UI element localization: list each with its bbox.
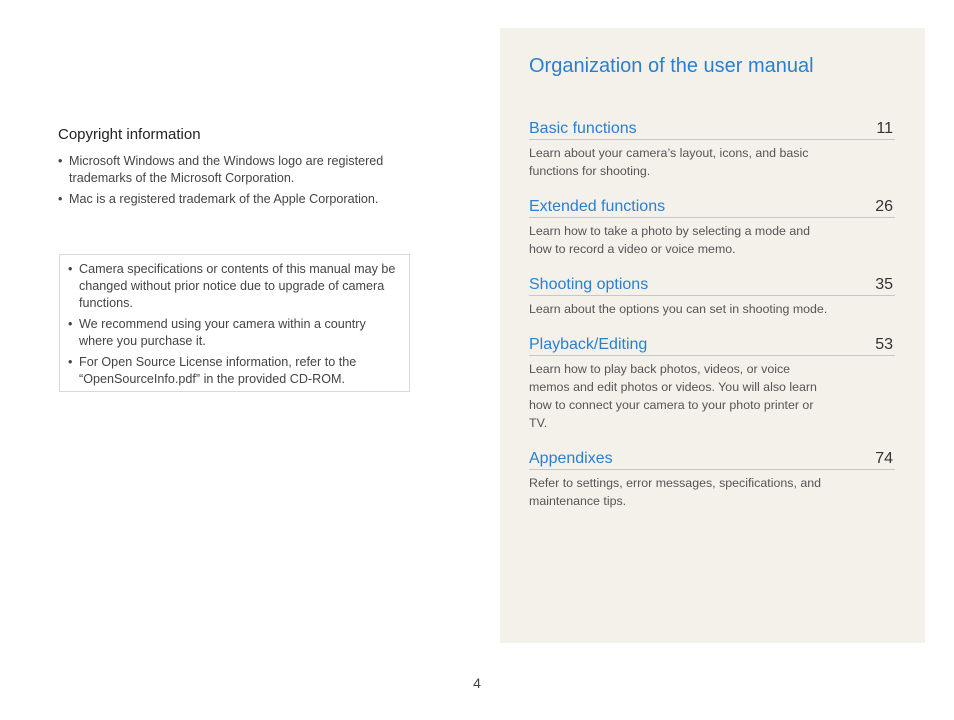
toc-entry-description: Learn how to play back photos, videos, or voice memos and edit photos or videos. You will also learn how to connect your camera to your photo printer or TV. bbox=[529, 362, 817, 430]
notice-item: • We recommend using your camera within a country where you purchase it. bbox=[68, 316, 401, 350]
notice-list bbox=[68, 261, 401, 388]
toc-entry-description: Learn about the options you can set in shooting mode. bbox=[529, 302, 828, 316]
toc-entry-link[interactable]: Extended functions bbox=[529, 198, 666, 215]
copyright-section bbox=[58, 126, 418, 212]
toc-entry-link[interactable]: Playback/Editing bbox=[529, 336, 648, 353]
toc-entry-header bbox=[529, 332, 895, 356]
copyright-item: • Mac is a registered trademark of the Apple Corporation. bbox=[58, 191, 418, 208]
toc-entry-basic-functions[interactable] bbox=[529, 116, 895, 180]
toc-entry-extended-functions[interactable] bbox=[529, 194, 895, 258]
notice-item: • For Open Source License information, refer to the “OpenSourceInfo.pdf” in the provided CD-ROM. bbox=[68, 354, 401, 388]
toc-entry-description: Learn about your camera’s layout, icons, and basic functions for shooting. bbox=[529, 146, 809, 178]
toc-entry-description: Refer to settings, error messages, specifications, and maintenance tips. bbox=[529, 476, 822, 508]
toc-entry-description: Learn how to take a photo by selecting a mode and how to record a video or voice memo. bbox=[529, 224, 811, 256]
toc-entry-header bbox=[529, 194, 895, 218]
page-number: 4 bbox=[473, 675, 481, 691]
toc-entry-link[interactable]: Basic functions bbox=[529, 120, 637, 137]
toc-entry-header bbox=[529, 272, 895, 296]
copyright-title: Copyright information bbox=[58, 126, 201, 143]
toc-entry-appendixes[interactable] bbox=[529, 446, 895, 510]
toc-entry-page[interactable]: 74 bbox=[875, 450, 893, 467]
notice-box bbox=[59, 254, 410, 392]
toc-entry-link[interactable]: Appendixes bbox=[529, 450, 613, 467]
toc-entry-header bbox=[529, 446, 895, 470]
toc-entry-shooting-options[interactable] bbox=[529, 272, 895, 318]
toc-entry-page[interactable]: 35 bbox=[875, 276, 893, 293]
toc-entry-header bbox=[529, 116, 895, 140]
toc-entry-page[interactable]: 26 bbox=[875, 198, 893, 215]
notice-item: • Camera specifications or contents of this manual may be changed without prior notice due to upgrade of camera functions. bbox=[68, 261, 401, 312]
toc-entry-playback-editing[interactable] bbox=[529, 332, 895, 432]
toc-panel bbox=[500, 28, 925, 643]
toc-entry-link[interactable]: Shooting options bbox=[529, 276, 649, 293]
toc-title: Organization of the user manual bbox=[529, 55, 814, 77]
toc-entry-page[interactable]: 11 bbox=[876, 120, 893, 137]
copyright-list bbox=[58, 153, 418, 208]
copyright-item: • Microsoft Windows and the Windows logo are registered trademarks of the Microsoft Corporation. bbox=[58, 153, 418, 187]
toc-entry-page[interactable]: 53 bbox=[875, 336, 893, 353]
